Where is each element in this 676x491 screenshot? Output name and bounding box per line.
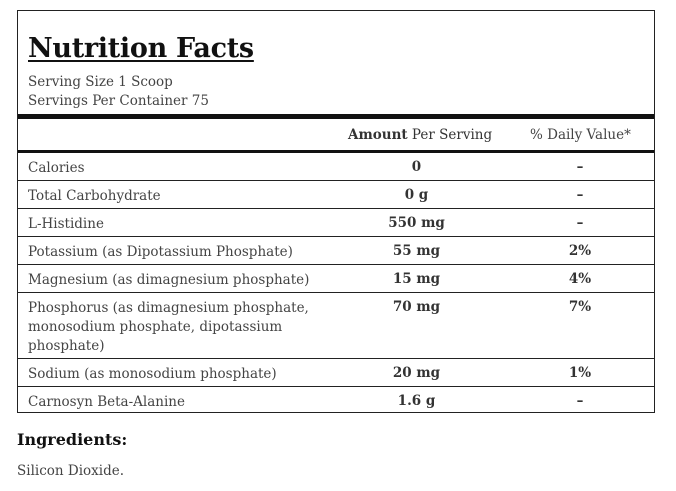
- nutrient-daily-value: –: [576, 393, 584, 409]
- nutrient-amount: 55 mg: [392, 243, 441, 259]
- nutrient-daily-value: 4%: [568, 271, 592, 287]
- nutrient-daily-value: –: [576, 187, 584, 203]
- nutrient-daily-value: 7%: [568, 299, 592, 315]
- nutrient-amount: 20 mg: [392, 365, 441, 381]
- serving-size: Serving Size 1 Scoop: [28, 74, 173, 90]
- table-row: [18, 387, 654, 415]
- amount-per-serving-header: [348, 127, 492, 143]
- daily-value-header: % Daily Value*: [530, 127, 631, 143]
- table-row: [18, 359, 654, 387]
- nutrient-daily-value: 2%: [568, 243, 592, 259]
- thick-divider: [18, 114, 654, 119]
- table-row: [18, 293, 654, 359]
- nutrient-daily-value: –: [576, 215, 584, 231]
- nutrient-name: L-Histidine: [28, 216, 104, 232]
- amount-header-bold: Amount: [348, 127, 408, 143]
- amount-header-rest: Per Serving: [407, 127, 493, 143]
- nutrient-amount: 70 mg: [392, 299, 441, 315]
- nutrient-daily-value: –: [576, 159, 584, 175]
- table-row: [18, 265, 654, 293]
- nutrient-amount: 550 mg: [388, 215, 445, 231]
- nutrient-name: Phosphorus (as dimagnesium phosphate, monosodium phosphate, dipotassium phosphate): [28, 300, 309, 354]
- nutrient-name: Total Carbohydrate: [28, 188, 161, 204]
- ingredients-text: Silicon Dioxide.: [17, 463, 124, 479]
- table-row: [18, 209, 654, 237]
- nutrient-amount: 1.6 g: [397, 393, 436, 409]
- table-row: [18, 181, 654, 209]
- nutrient-name: Magnesium (as dimagnesium phosphate): [28, 272, 310, 288]
- table-row: [18, 153, 654, 181]
- nutrient-name: Calories: [28, 160, 85, 176]
- nutrient-amount: 0 g: [404, 187, 429, 203]
- nutrient-daily-value: 1%: [568, 365, 592, 381]
- nutrient-name: Potassium (as Dipotassium Phosphate): [28, 244, 293, 260]
- table-row: [18, 237, 654, 265]
- nutrient-name: Sodium (as monosodium phosphate): [28, 366, 277, 382]
- panel-title: Nutrition Facts: [28, 33, 254, 64]
- nutrition-facts-panel: [17, 10, 655, 413]
- nutrient-name: Carnosyn Beta-Alanine: [28, 394, 185, 410]
- nutrient-amount: 0: [411, 159, 422, 175]
- nutrient-amount: 15 mg: [392, 271, 441, 287]
- nutrient-table: [18, 153, 654, 415]
- servings-per-container: Servings Per Container 75: [28, 93, 209, 109]
- ingredients-heading: Ingredients:: [17, 430, 128, 449]
